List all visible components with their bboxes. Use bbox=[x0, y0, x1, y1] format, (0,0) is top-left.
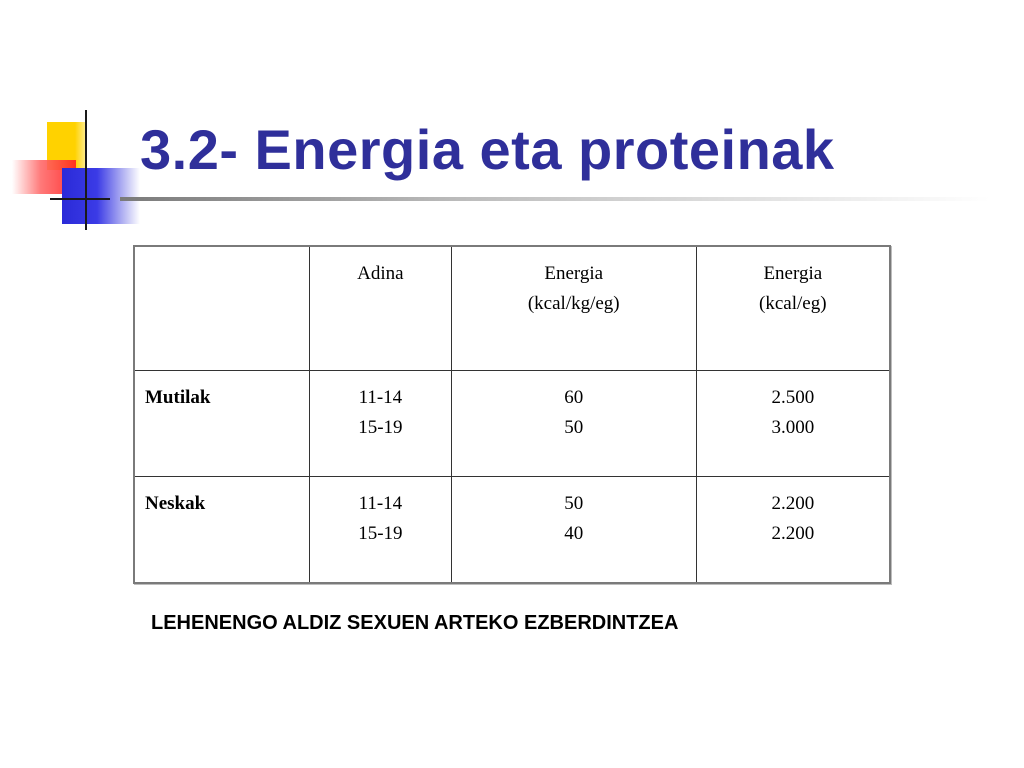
vertical-line-decoration bbox=[85, 110, 87, 230]
cell-adina bbox=[309, 477, 451, 584]
cell-value: 50 bbox=[564, 493, 584, 514]
cell-value: 11-14 bbox=[358, 493, 403, 514]
header-energia-unit: (kcal/eg) bbox=[759, 293, 827, 314]
cell-energia-kg bbox=[451, 477, 696, 584]
footer-note: LEHENENGO ALDIZ SEXUEN ARTEKO EZBERDINTZEA bbox=[151, 612, 679, 634]
blue-square-decoration bbox=[62, 168, 140, 224]
slide-title: 3.2- Energia eta proteinak bbox=[140, 118, 835, 181]
header-cell-energia bbox=[696, 246, 890, 371]
table-header-row bbox=[134, 246, 890, 371]
cell-value: 40 bbox=[564, 523, 584, 544]
cell-value: 2.500 bbox=[771, 387, 815, 408]
cell-value: 50 bbox=[564, 417, 584, 438]
header-cell-empty bbox=[134, 246, 309, 371]
row-label-mutilak: Mutilak bbox=[134, 371, 309, 477]
cell-value: 15-19 bbox=[358, 417, 403, 438]
header-energia-kg-unit: (kcal/kg/eg) bbox=[527, 293, 620, 314]
cell-energia bbox=[696, 371, 890, 477]
cell-value: 11-14 bbox=[358, 387, 403, 408]
cell-energia-kg bbox=[451, 371, 696, 477]
cell-adina bbox=[309, 371, 451, 477]
header-energia-kg-label: Energia bbox=[544, 263, 604, 284]
horizontal-line-decoration bbox=[50, 198, 110, 200]
header-adina-label: Adina bbox=[357, 263, 404, 284]
header-energia-label: Energia bbox=[763, 263, 823, 284]
header-cell-adina bbox=[309, 246, 451, 371]
energy-table bbox=[133, 245, 891, 584]
table-row-mutilak bbox=[134, 371, 890, 477]
table-row-neskak bbox=[134, 477, 890, 584]
cell-energia bbox=[696, 477, 890, 584]
row-label-neskak: Neskak bbox=[134, 477, 309, 584]
cell-value: 2.200 bbox=[771, 523, 815, 544]
header-cell-energia-kg bbox=[451, 246, 696, 371]
cell-value: 15-19 bbox=[358, 523, 403, 544]
title-underline bbox=[120, 197, 990, 201]
cell-value: 3.000 bbox=[771, 417, 815, 438]
decorative-squares-logo bbox=[0, 0, 160, 240]
cell-value: 60 bbox=[564, 387, 584, 408]
cell-value: 2.200 bbox=[771, 493, 815, 514]
